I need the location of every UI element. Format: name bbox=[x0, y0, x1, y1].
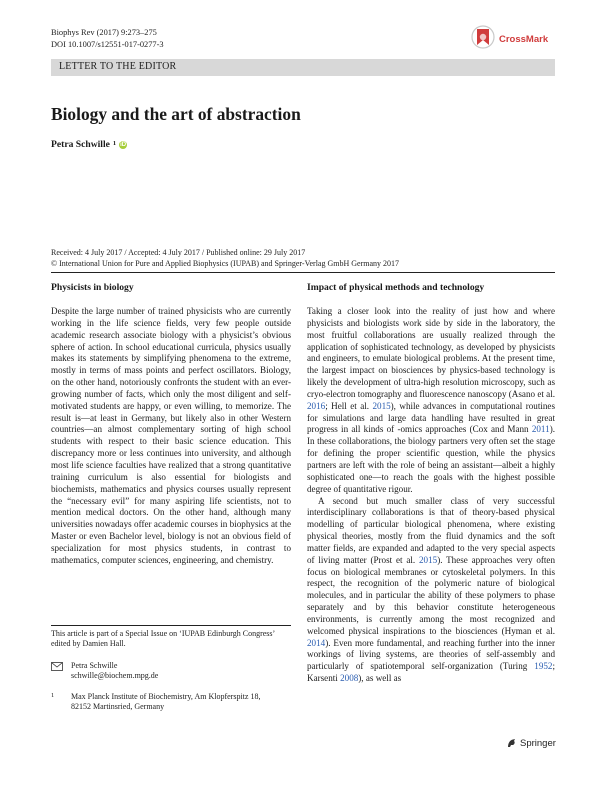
publisher-logo bbox=[506, 738, 556, 749]
publisher-name: Springer bbox=[520, 738, 556, 749]
contact-email[interactable]: schwille@biochem.mpg.de bbox=[71, 671, 159, 681]
right-heading: Impact of physical methods and technology bbox=[307, 282, 485, 293]
citation-link[interactable]: 2016 bbox=[307, 400, 326, 411]
crossmark-label: CrossMark bbox=[499, 33, 549, 45]
journal-meta bbox=[51, 27, 164, 50]
crossmark-icon bbox=[471, 25, 495, 53]
copyright-line: © International Union for Pure and Applied Biophysics (IUPAB) and Springer-Verlag GmbH Germany 2017 bbox=[51, 258, 400, 268]
author-affiliation-mark: 1 bbox=[112, 140, 117, 147]
citation-link[interactable]: 2011 bbox=[531, 424, 550, 435]
special-issue-note: This article is part of a Special Issue on ‘IUPAB Edinburgh Congress’ edited by Damien Hall. bbox=[51, 629, 275, 649]
article-type-label: LETTER TO THE EDITOR bbox=[59, 61, 177, 72]
springer-horse-icon bbox=[506, 738, 517, 749]
left-body bbox=[51, 306, 291, 567]
history-dates: Received: 4 July 2017 / Accepted: 4 July 2017 / Published online: 29 July 2017 bbox=[51, 248, 306, 257]
contact-block bbox=[51, 661, 293, 712]
journal-citation: Biophys Rev (2017) 9:273–275 bbox=[51, 28, 157, 37]
right-paragraph-1: Taking a closer look into the reality of just how and where physicists and biologists work side by side in the laboratory, the most fruitful collaborations are usually realized through the application of sophisticated technology, as developed by physicists and engineers, to emulate biological problems. At the present time, the largest impact on biosciences by physics-based technology is likely the development of ultra-high resolution microscopy, such as cryo-electron tomography and fluorescence nanoscopy (Asano et al. 2016; Hell et al. 2015), while advances in computational routines for simulations and large data handling have resulted in great progress in all kinds of -omics approaches (Cox and Mann 2011). In these collaborations, the biology partners very often set the stage for defining the proper scientific question, while the physics partners are left with the role of being an assistant—albeit a highly sophisticated one—to reach the goals with the highest possible degree of quantitative rigour. bbox=[307, 306, 555, 494]
right-paragraph-2: A second but much smaller class of very successful interdisciplinary collaborations is that of theory-based physical modelling of particular biological phenomena, where existing physical theories, mostly from the fluid dynamics and the soft matter fields, are expanded and adapted to the very special aspects of living matter (Prost et al. 2015). These approaches very often focus on biological membranes or cytoskeletal polymers. In this respect, the recognition of the polymeric nature of biological molecules, and in particular the ability of these polymers to phase separately and by this behavior constitute heterogeneous environments, is currently among the most recognized and welcomed physical inspirations to the biosciences (Hyman et al. 2014). Even more fundamental, and reaching further into the inner workings of living systems, are theories of self-assembly and particularly of spatiotemporal self-organization (Turing 1952; Karsenti 2008), as well as bbox=[307, 495, 556, 684]
crossmark-badge[interactable] bbox=[471, 24, 551, 54]
citation-link[interactable]: 2015 bbox=[372, 400, 391, 411]
top-divider bbox=[51, 272, 555, 273]
footnote-divider bbox=[51, 625, 291, 626]
affiliation-line-1: Max Planck Institute of Biochemistry, Am Klopferspitz 18, bbox=[71, 691, 261, 701]
left-heading: Physicists in biology bbox=[51, 282, 134, 293]
citation-link[interactable]: 1952 bbox=[534, 661, 553, 672]
article-dates bbox=[51, 248, 399, 269]
article-type-bar bbox=[51, 59, 555, 76]
contact-name: Petra Schwille bbox=[71, 661, 118, 670]
author-name[interactable]: Petra Schwille bbox=[51, 139, 110, 150]
orcid-icon[interactable]: iD bbox=[120, 141, 127, 148]
left-paragraph: Despite the large number of trained physicists who are currently working in the life science fields, very few people outside academic research associate biology with a physicist’s obvious sphere of action. In school educational curricula, physics usually makes its statements by simplifying phenomena to the extreme, mostly in terms of mass points and perfect oscillators. Biology, on the other hand, notoriously confronts the student with an ever-growing number of facts, which only the most diligent and self-motivated students are happy, or even willing, to memorize. The result is—at least in Germany, but likely also in other Western countries—an almost complementary sorting of high school students with respect to their basic science education. This discrepancy more or less continues into university, and although most life science faculties have realized that a strong quantitative training curriculum is also essential for biologists and biochemists, mathematics and physics courses usually represent the “necessary evil” for many aspiring life scientists, not to mention medical doctors. On the other hand, although many universities nowadays offer academic courses in biophysics at the Master or even Bachelor level, biology is not an obvious field of specialization for most physics students, in contrast to mathematics, computer sciences, engineering, and chemistry. bbox=[51, 306, 291, 565]
citation-link[interactable]: 2015 bbox=[419, 554, 438, 565]
citation-link[interactable]: 2014 bbox=[307, 637, 326, 648]
affiliation-line-2: 82152 Martinsried, Germany bbox=[71, 701, 165, 711]
right-body bbox=[307, 306, 555, 685]
envelope-icon bbox=[51, 662, 63, 671]
article-title: Biology and the art of abstraction bbox=[51, 104, 301, 124]
citation-link[interactable]: 2008 bbox=[340, 673, 359, 684]
author-line bbox=[51, 139, 127, 150]
doi[interactable]: DOI 10.1007/s12551-017-0277-3 bbox=[51, 39, 164, 49]
affiliation-number: 1 bbox=[51, 691, 55, 699]
